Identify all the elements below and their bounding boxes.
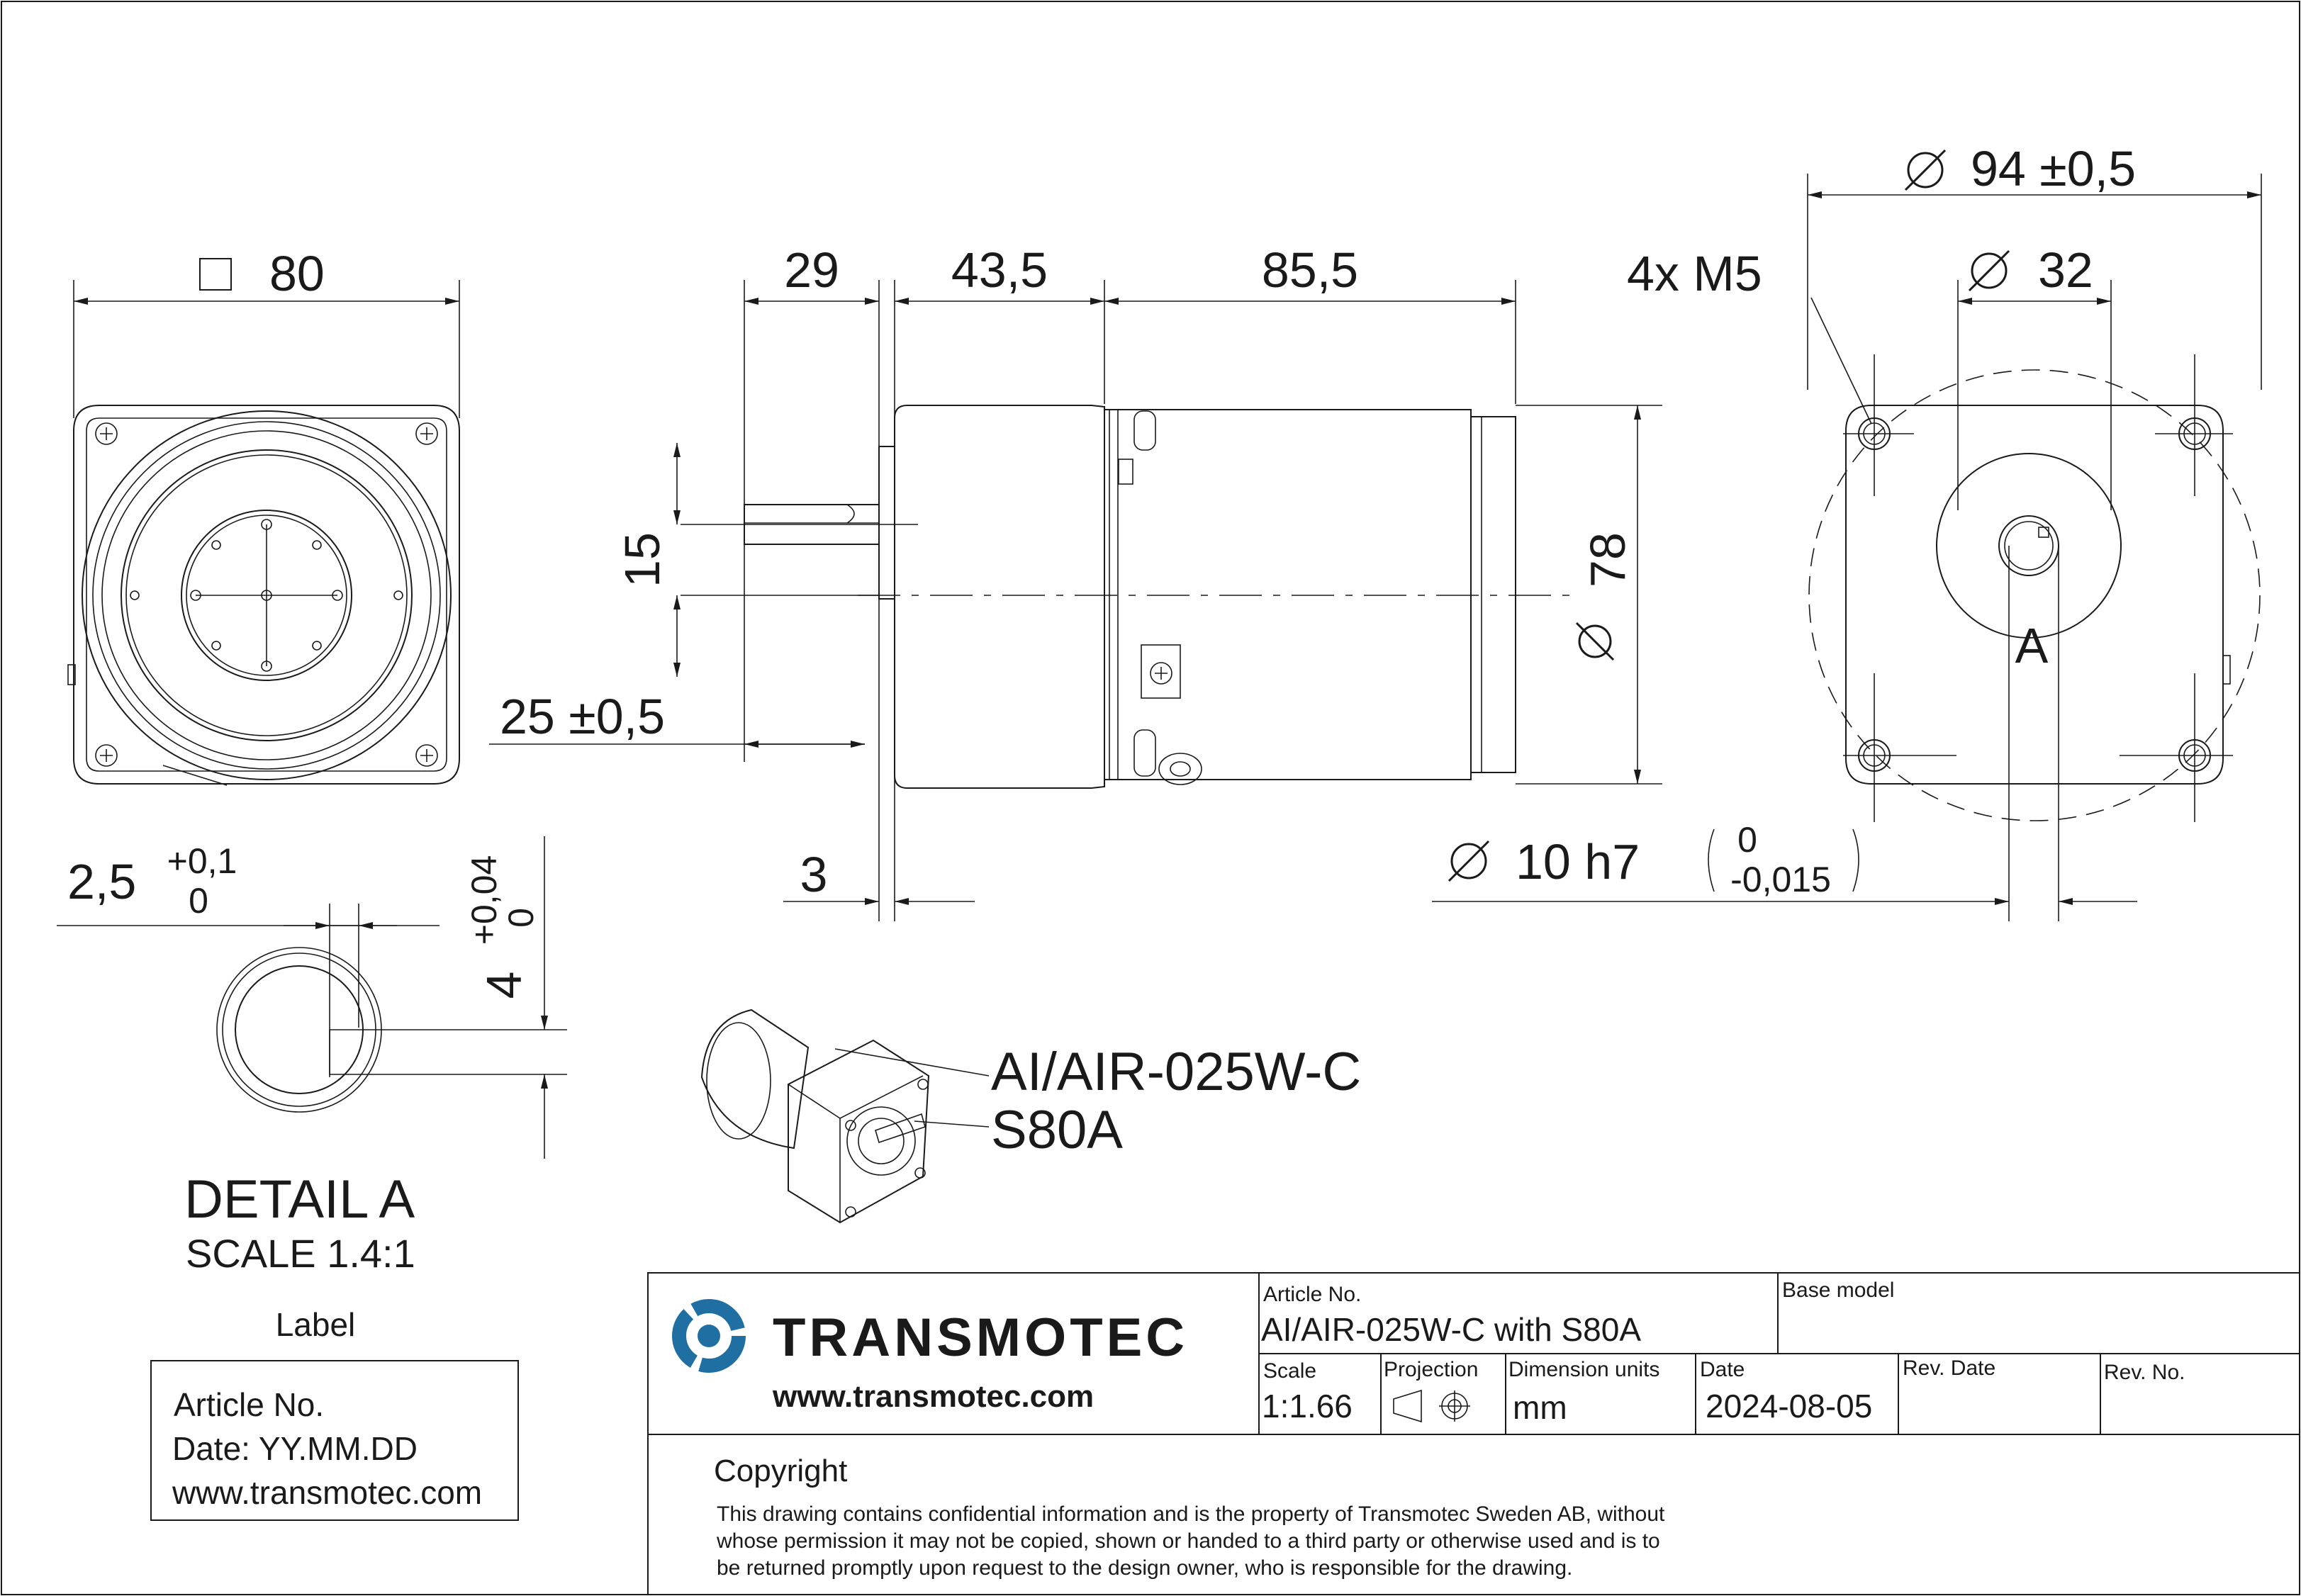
detail-width-tol-upper: +0,1 [167,841,237,881]
label-box [151,1306,518,1520]
diameter-symbol [1577,623,1613,660]
shaft-dim: 10 h7 [1516,834,1640,889]
iso-label-model: AI/AIR-025W-C [991,1042,1362,1102]
label-line-date: Date: YY.MM.DD [172,1430,418,1467]
detail-dim-width: 2,5 [67,854,137,909]
shaft-tol-upper: 0 [1737,820,1757,860]
transmotec-logo [679,1306,1188,1414]
detail-a [57,836,567,1276]
title-block [648,1273,2300,1595]
end-view [1432,141,2261,921]
projection-label: Projection [1384,1358,1479,1381]
diameter-symbol [1905,150,1945,190]
iso-label-gearbox: S80A [991,1100,1123,1160]
dim-3: 3 [800,847,828,902]
label-line-website: www.transmotec.com [172,1474,483,1511]
holes-callout: 4x M5 [1627,246,1762,301]
isometric-view [702,1010,1361,1223]
copyright-line-1: This drawing contains confidential information and is the property of Transmotec Sweden AB, without [717,1502,1665,1526]
dim-15: 15 [615,532,670,588]
copyright-heading: Copyright [714,1454,848,1488]
dimension-units-value: mm [1513,1389,1567,1426]
shaft-tol-lower: -0,015 [1730,860,1831,899]
article-no-value: AI/AIR-025W-C with S80A [1261,1311,1642,1348]
company-website: www.transmotec.com [773,1379,1094,1414]
third-angle-projection-icon [1394,1390,1470,1422]
detail-width-tol-lower: 0 [189,881,208,921]
dim-78: 78 [1580,532,1635,588]
date-value: 2024-08-05 [1706,1388,1873,1424]
detail-title: DETAIL A [184,1169,415,1230]
rev-no-label: Rev. No. [2104,1361,2185,1384]
square-symbol [200,259,231,290]
detail-depth-tol-upper: +0,04 [464,855,504,945]
copyright-line-3: be returned promptly upon request to the design owner, who is responsible for the drawing. [717,1556,1573,1580]
detail-dim-depth: 4 [476,971,532,999]
base-model-label: Base model [1782,1279,1895,1302]
article-no-label: Article No. [1263,1283,1362,1306]
dim-85-5: 85,5 [1261,242,1359,298]
detail-depth-tol-lower: 0 [501,908,541,928]
label-line-article: Article No. [174,1386,325,1423]
dim-25: 25 ±0,5 [500,689,666,744]
copyright-line-2: whose permission it may not be copied, shown or handed to a third party or otherwise used and is to [717,1529,1660,1553]
dim-43-5: 43,5 [951,242,1048,298]
diameter-symbol [1969,251,2009,291]
scale-label: Scale [1263,1359,1317,1383]
front-view [68,246,459,785]
dimension-units-label: Dimension units [1508,1358,1660,1381]
date-label: Date [1700,1358,1745,1381]
diameter-symbol [1449,841,1489,881]
scale-value: 1:1.66 [1262,1388,1353,1424]
front-dim-width: 80 [269,246,325,301]
detail-scale: SCALE 1.4:1 [186,1231,415,1276]
side-view [489,242,1662,921]
detail-a-marker: A [2015,618,2049,673]
dim-29: 29 [784,242,839,298]
company-name: TRANSMOTEC [773,1308,1189,1368]
rev-date-label: Rev. Date [1903,1356,1996,1380]
dim-32: 32 [2038,242,2093,298]
label-heading: Label [275,1306,356,1343]
dim-94: 94 ±0,5 [1971,141,2137,196]
